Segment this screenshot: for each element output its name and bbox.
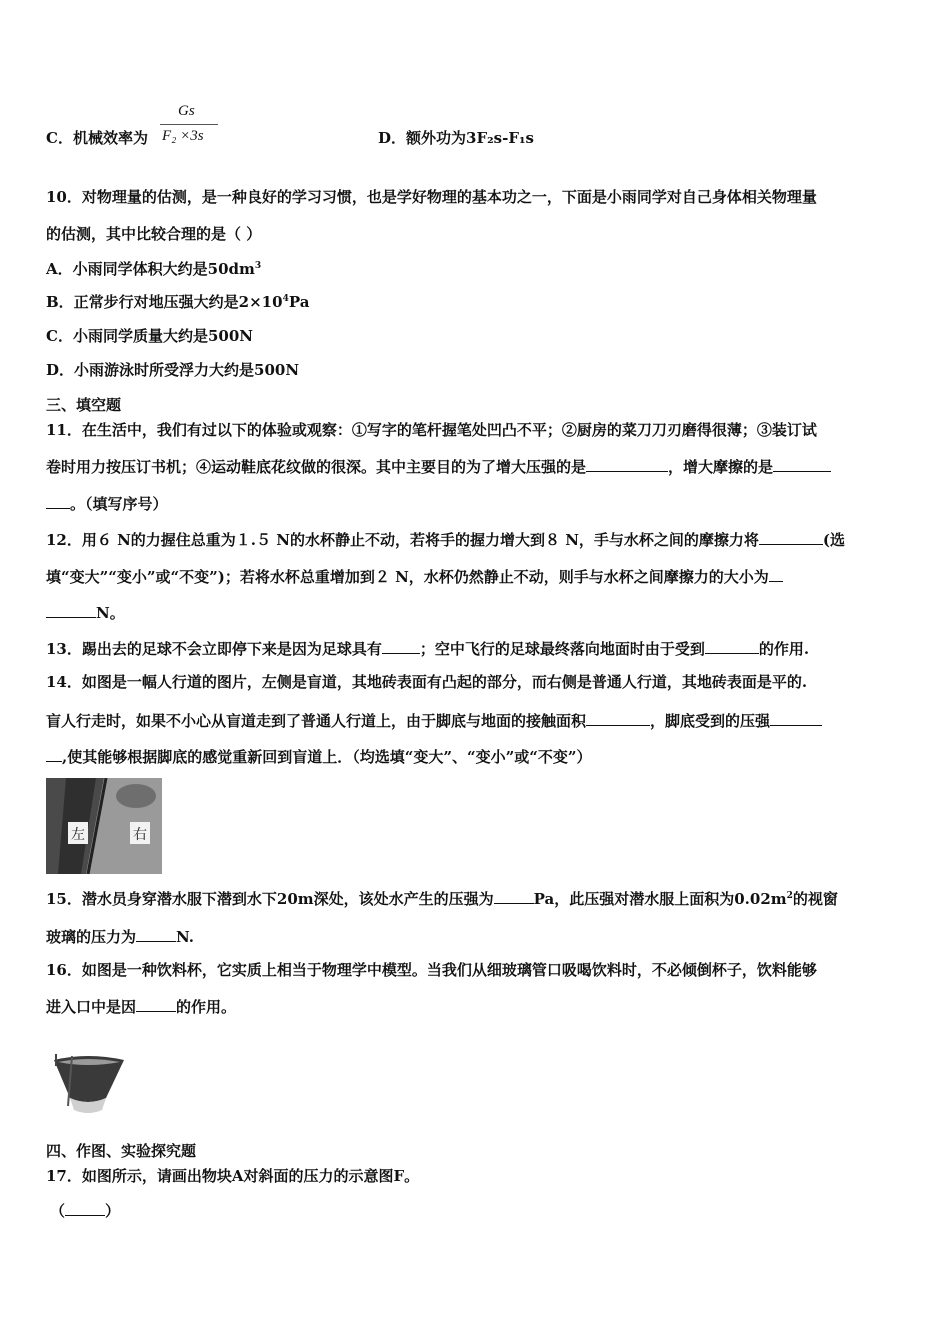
answer-blank[interactable]	[770, 710, 822, 726]
answer-blank[interactable]	[136, 996, 176, 1012]
answer-blank[interactable]	[46, 602, 96, 618]
answer-blank[interactable]	[494, 888, 534, 904]
q11-line2	[46, 456, 831, 477]
q10-line1: 10．对物理量的估测，是一种良好的学习习惯，也是学好物理的基本功之一，下面是小雨同学对自己身体相关物理量	[46, 188, 817, 206]
fraction-numerator: Gs	[178, 103, 195, 119]
q16-text-a: 进入口中是因	[46, 998, 137, 1016]
q10-option-c: C．小雨同学质量大约是500N	[46, 327, 253, 345]
photo-label-right: 右	[133, 827, 147, 843]
q11-text-a: 卷时用力按压订书机；④运动鞋底花纹做的很深。其中主要目的为了增大压强的是	[46, 458, 587, 476]
photo-label-left: 左	[71, 827, 85, 843]
q11-text-c: 。（填写序号）	[70, 495, 168, 513]
q10-option-b-text: B．正常步行对地压强大约是2×10	[46, 293, 283, 311]
fraction-denominator: F₂ ×3s	[162, 128, 204, 144]
q15-text-b: Pa，此压强对潜水服上面积为0.02m	[533, 890, 787, 908]
q9-option-d-text: D．额外功为3F₂s-F₁s	[378, 129, 534, 147]
q10-option-b-unit: Pa	[288, 293, 310, 311]
q10-line2: 的估测，其中比较合理的是（ ）	[46, 225, 262, 243]
section-heading-experiment: 四、作图、实验探究题	[46, 1142, 197, 1160]
answer-blank[interactable]	[586, 456, 668, 472]
drinking-cup-figure	[48, 1050, 128, 1118]
q15-text-d: 玻璃的压力为	[46, 928, 137, 946]
answer-blank[interactable]	[136, 926, 176, 942]
q10-option-a-text: A．小雨同学体积大约是50dm	[46, 260, 255, 278]
q17-paren-close: ）	[105, 1202, 121, 1220]
answer-blank[interactable]	[46, 493, 70, 509]
q14-text-a: 盲人行走时，如果不小心从盲道走到了普通人行道上，由于脚底与地面的接触面积	[46, 712, 587, 730]
q10-option-d: D．小雨游泳时所受浮力大约是500N	[46, 361, 300, 379]
sidewalk-photo	[46, 778, 162, 874]
q14-line2	[46, 710, 822, 731]
q14-line1: 14．如图是一幅人行道的图片，左侧是盲道，其地砖表面有凸起的部分，而右侧是普通人行道，其地砖表面是平的.	[46, 673, 808, 691]
fraction-bar	[160, 124, 218, 125]
q12-line1	[46, 529, 845, 550]
answer-blank[interactable]	[46, 746, 62, 762]
q13-text-b: ；空中飞行的足球最终落向地面时由于受到	[419, 640, 705, 658]
q12-line3	[46, 602, 125, 623]
answer-blank[interactable]	[773, 456, 831, 472]
q17-line1: 17．如图所示，请画出物块A对斜面的压力的示意图F。	[46, 1167, 420, 1185]
q13-text-c: 的作用.	[758, 640, 810, 658]
q14-text-b: ，脚底受到的压强	[650, 712, 771, 730]
q15-line1	[46, 888, 838, 909]
q12-line2	[46, 566, 783, 587]
q17-answer	[50, 1200, 120, 1221]
answer-blank[interactable]	[65, 1200, 105, 1216]
q12-text-d: N。	[96, 604, 125, 622]
q17-paren-open: （	[50, 1202, 66, 1220]
q13-line1	[46, 638, 809, 659]
q11-line1: 11．在生活中，我们有过以下的体验或观察：①写字的笔杆握笔处凹凸不平；②厨房的菜刀刀刃磨得很薄；③装订试	[46, 421, 817, 439]
section-heading-fill-in: 三、填空题	[46, 396, 122, 414]
superscript: 4	[282, 294, 289, 304]
q16-text-b: 的作用。	[176, 998, 237, 1016]
answer-blank[interactable]	[586, 710, 650, 726]
q15-line2	[46, 926, 194, 947]
superscript: 2	[786, 891, 793, 901]
q12-text-b: (选	[822, 531, 846, 549]
q9-option-c-text: C．机械效率为	[46, 129, 148, 147]
q16-line2	[46, 996, 236, 1017]
q16-line1: 16．如图是一种饮料杯，它实质上相当于物理学中模型。当我们从细玻璃管口吸喝饮料时，不必倾倒杯子，饮料能够	[46, 961, 817, 979]
answer-blank[interactable]	[705, 638, 759, 654]
answer-blank[interactable]	[382, 638, 420, 654]
q9-option-d	[378, 128, 534, 148]
q11-text-b: ，增大摩擦的是	[668, 458, 774, 476]
q11-line3	[46, 493, 168, 514]
q12-text-a: 12．用６ N的力握住总重为１.５ N的水杯静止不动，若将手的握力增大到８ N，手与水杯之间的摩擦力将	[46, 531, 759, 549]
q15-text-a: 15．潜水员身穿潜水服下潜到水下20m深处，该处水产生的压强为	[46, 890, 494, 908]
q12-text-c: 填“变大”“变小”或“不变”)；若将水杯总重增加到２ N，水杯仍然静止不动，则手与水杯之间摩擦力的大小为	[46, 568, 769, 586]
q15-text-e: N.	[176, 928, 194, 946]
q13-text-a: 13．踢出去的足球不会立即停下来是因为足球具有	[46, 640, 382, 658]
q14-text-c: ,使其能够根据脚底的感觉重新回到盲道上．（均选填“变大”、“变小”或“不变”）	[62, 748, 592, 766]
q10-option-a	[46, 259, 261, 279]
q15-text-c: 的视窗	[792, 890, 838, 908]
q14-line3	[46, 746, 592, 767]
superscript: 3	[254, 261, 262, 271]
answer-blank[interactable]	[769, 566, 783, 582]
answer-blank[interactable]	[759, 529, 823, 545]
q10-option-b	[46, 292, 309, 312]
q9-option-c	[46, 128, 148, 148]
